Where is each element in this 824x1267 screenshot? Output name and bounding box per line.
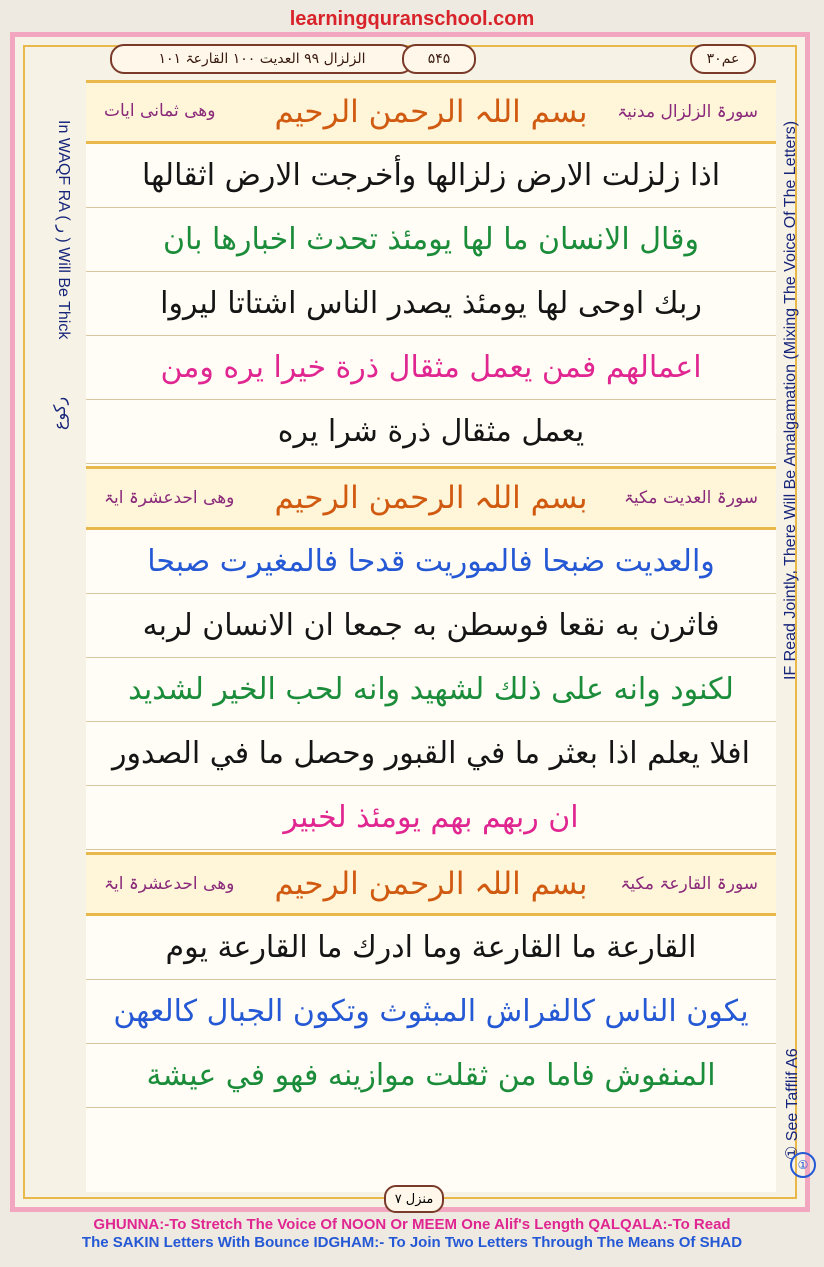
surah-heading-qariah [86, 852, 776, 916]
surah-heading-zilzal [86, 80, 776, 144]
verse-line: اعمالهم فمن يعمل مثقال ذرة خيرا يره ومن [86, 336, 776, 400]
verse-line: افلا يعلم اذا بعثر ما في القبور وحصل ما في الصدور [86, 722, 776, 786]
verse-line: اذا زلزلت الارض زلزالها وأخرجت الارض اثقالها [86, 144, 776, 208]
verse-line: يكون الناس كالفراش المبثوث وتكون الجبال كالعهن [86, 980, 776, 1044]
top-header [110, 44, 750, 74]
verse-line: المنفوش فاما من ثقلت موازينه فهو في عيشة [86, 1044, 776, 1108]
ayat-count: وھی ثمانی ایات [104, 101, 216, 121]
verse-line: القارعة ما القارعة وما ادرك ما القارعة يوم [86, 916, 776, 980]
idgham-note: The SAKIN Letters With Bounce IDGHAM:- To Join Two Letters Through The Means Of SHAD [81, 1234, 743, 1251]
tafflif-note: ① See Tafflif A6 [784, 1048, 801, 1160]
surah-name: سورۃ الزلزال مدنیۃ [617, 102, 758, 122]
surah-index: الزلزال ۹۹ العدیت ۱۰۰ القارعۃ ۱۰۱ [110, 44, 414, 74]
waqf-note: In WAQF RA ( ر ) Will Be Thick [55, 120, 72, 340]
surah-heading-adiyat [86, 466, 776, 530]
ruku-marker: رکوع [52, 396, 69, 430]
ghunna-qalqala-note: GHUNNA:-To Stretch The Voice Of NOON Or MEEM One Alif's Length QALQALA:-To Read [93, 1216, 731, 1233]
ayat-count: وھی احدعشرۃ ایۃ [104, 874, 235, 894]
ayat-count: وھی احدعشرۃ ایۃ [104, 488, 235, 508]
verse-line: والعديت ضبحا فالموريت قدحا فالمغيرت صبحا [86, 530, 776, 594]
bismillah: بسم اللہ الرحمن الرحیم [274, 480, 588, 516]
site-url: learningquranschool.com [289, 8, 535, 30]
amalgamation-note: IF Read Jointly, There Will Be Amalgamation (Mixing The Voice Of The Letters) [782, 120, 799, 680]
verse-line: يعمل مثقال ذرة شرا يره [86, 400, 776, 464]
verse-line: فاثرن به نقعا فوسطن به جمعا ان الانسان لربه [86, 594, 776, 658]
quran-text-panel [86, 80, 776, 1192]
bismillah: بسم اللہ الرحمن الرحیم [274, 94, 588, 130]
para-label: عم۳۰ [690, 44, 756, 74]
page-number: ۵۴۵ [402, 44, 476, 74]
verse-line: وقال الانسان ما لها يومئذ تحدث اخبارها بان [86, 208, 776, 272]
verse-line: ان ربهم بهم يومئذ لخبير [86, 786, 776, 850]
verse-line: ربك اوحى لها يومئذ يصدر الناس اشتاتا ليروا [86, 272, 776, 336]
bismillah: بسم اللہ الرحمن الرحیم [274, 866, 588, 902]
manzil-label: منزل ۷ [384, 1185, 444, 1213]
verse-line: لكنود وانه على ذلك لشهيد وانه لحب الخير لشديد [86, 658, 776, 722]
surah-name: سورۃ القارعۃ مکیۃ [620, 874, 758, 894]
surah-name: سورۃ العدیت مکیۃ [623, 488, 758, 508]
note-marker-icon: ① [790, 1152, 816, 1178]
